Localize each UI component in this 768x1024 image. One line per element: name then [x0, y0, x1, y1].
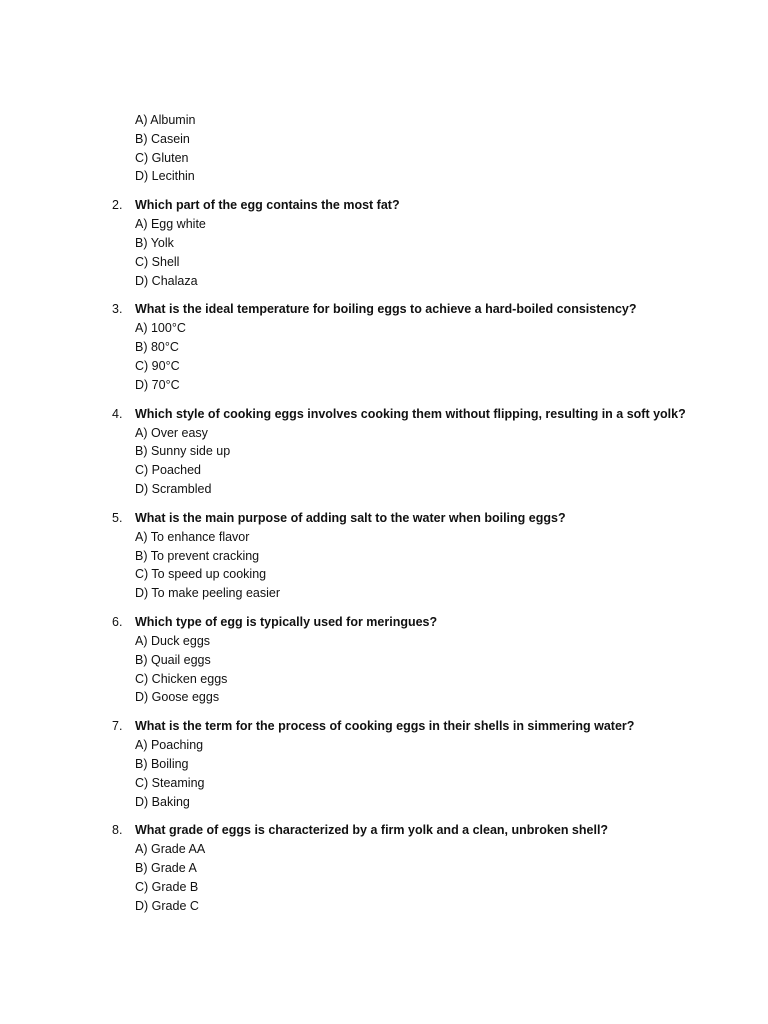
option-item: B) Boiling	[135, 756, 189, 771]
option-item: B) To prevent cracking	[135, 548, 260, 563]
option-item: A) Over easy	[135, 425, 208, 440]
option-list	[112, 840, 732, 915]
question-number: 3.	[112, 302, 123, 317]
option-list	[112, 736, 732, 811]
question-text: Which style of cooking eggs involves cooking them without flipping, resulting in a soft yolk?	[135, 406, 686, 421]
question-text: Which part of the egg contains the most fat?	[135, 198, 400, 213]
question-number: 2.	[112, 198, 123, 213]
option-item: D) 70°C	[135, 377, 180, 392]
option-item: D) Scrambled	[135, 481, 212, 496]
option-item: B) Quail eggs	[135, 652, 211, 667]
question-heading	[112, 613, 732, 632]
question-text: What is the main purpose of adding salt to the water when boiling eggs?	[135, 510, 566, 525]
option-list	[112, 215, 732, 290]
question-number: 6.	[112, 614, 123, 629]
option-item: C) Chicken eggs	[135, 671, 228, 686]
option-item: D) To make peeling easier	[135, 586, 280, 601]
question-heading	[112, 300, 732, 319]
option-item: B) Yolk	[135, 235, 174, 250]
question-block	[112, 613, 732, 707]
question-block	[112, 196, 732, 290]
question-number: 7.	[112, 719, 123, 734]
question-block	[112, 717, 732, 811]
option-item: C) 90°C	[135, 358, 180, 373]
question-block	[112, 405, 732, 499]
option-item: D) Chalaza	[135, 273, 198, 288]
question-number: 5.	[112, 510, 123, 525]
question-heading	[112, 821, 732, 840]
option-item: B) Casein	[135, 131, 190, 146]
quiz-content	[112, 111, 732, 926]
option-item: C) Poached	[135, 463, 202, 478]
option-item: D) Lecithin	[135, 169, 195, 184]
option-item: A) To enhance flavor	[135, 529, 250, 544]
question-text: What is the term for the process of cooking eggs in their shells in simmering water?	[135, 719, 635, 734]
option-item: C) Steaming	[135, 775, 205, 790]
option-item: A) Duck eggs	[135, 633, 211, 648]
option-item: A) 100°C	[135, 321, 186, 336]
option-item: B) Grade A	[135, 861, 197, 876]
question-block	[112, 300, 732, 394]
question-number: 4.	[112, 406, 123, 421]
option-item: A) Albumin	[135, 113, 196, 127]
option-list	[112, 111, 732, 186]
option-list	[112, 424, 732, 499]
option-item: B) Sunny side up	[135, 444, 231, 459]
question-heading	[112, 509, 732, 528]
option-item: D) Grade C	[135, 898, 199, 913]
option-item: C) Gluten	[135, 150, 189, 165]
option-item: C) Shell	[135, 254, 180, 269]
option-item: A) Egg white	[135, 217, 206, 232]
question-block	[112, 821, 732, 915]
question-number: 8.	[112, 823, 123, 838]
question-text: What is the ideal temperature for boiling eggs to achieve a hard-boiled consistency?	[135, 302, 637, 317]
option-item: C) Grade B	[135, 879, 199, 894]
option-item: A) Poaching	[135, 738, 204, 753]
option-item: B) 80°C	[135, 340, 179, 355]
question-block	[112, 509, 732, 603]
option-list	[112, 319, 732, 394]
option-list	[112, 632, 732, 707]
option-item: D) Baking	[135, 794, 190, 809]
option-item: A) Grade AA	[135, 842, 206, 857]
option-item: C) To speed up cooking	[135, 567, 267, 582]
question-block	[112, 111, 732, 186]
question-heading	[112, 717, 732, 736]
option-item: D) Goose eggs	[135, 690, 220, 705]
question-text: What grade of eggs is characterized by a firm yolk and a clean, unbroken shell?	[135, 823, 609, 838]
option-list	[112, 528, 732, 603]
question-text: Which type of egg is typically used for meringues?	[135, 614, 438, 629]
question-heading	[112, 196, 732, 215]
question-heading	[112, 405, 732, 424]
